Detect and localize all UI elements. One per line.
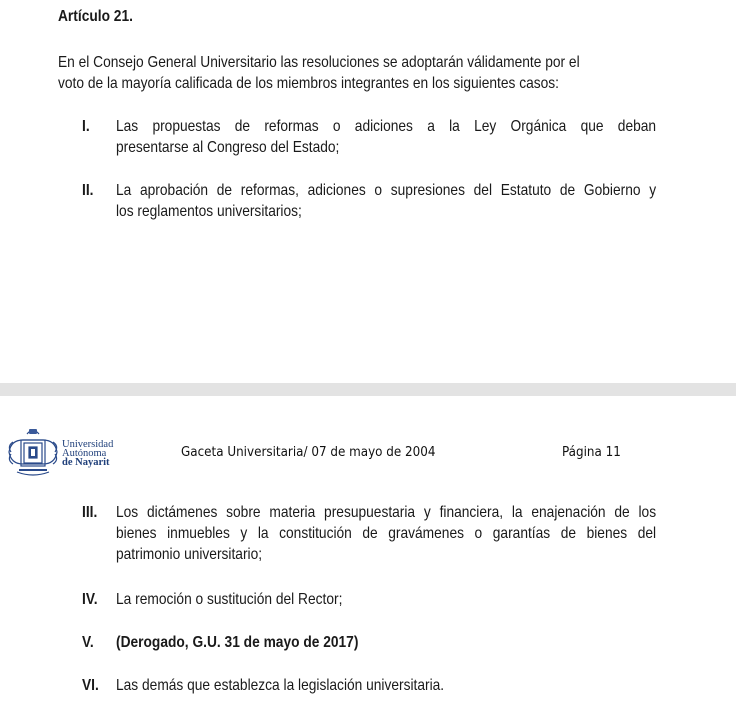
item-line: bienes inmuebles y la constitución de gravámenes o garantías de bienes del <box>116 525 657 542</box>
intro-line: En el Consejo General Universitario las resoluciones se adoptarán válidamente por el <box>58 54 580 71</box>
logo-line: Autónoma <box>62 448 107 459</box>
item-text <box>116 180 656 222</box>
item-line: (Derogado, G.U. 31 de mayo de 2017) <box>116 634 359 651</box>
item-line: Los dictámenes sobre materia presupuestaria y financiera, la enajenación de los <box>116 504 657 521</box>
item-numeral: VI. <box>82 677 99 694</box>
gazette-reference: Gaceta Universitaria/ 07 de mayo de 2004 <box>181 445 436 460</box>
logo-line: Universidad <box>62 439 114 450</box>
item-numeral: V. <box>82 634 94 651</box>
item-line: Las propuestas de reformas o adiciones a la Ley Orgánica que deban <box>116 118 657 135</box>
page-separator <box>0 383 736 396</box>
article-title: Artículo 21. <box>58 8 133 25</box>
logo-wordmark <box>62 440 113 467</box>
item-text <box>116 502 656 565</box>
item-numeral: IV. <box>82 591 98 608</box>
item-numeral: III. <box>82 504 98 521</box>
logo-line: de Nayarit <box>62 457 110 468</box>
page-header <box>0 426 736 478</box>
item-line: La aprobación de reformas, adiciones o supresiones del Estatuto de Gobierno y <box>116 182 657 199</box>
item-text <box>116 589 656 610</box>
item-text <box>116 116 656 158</box>
item-line: La remoción o sustitución del Rector; <box>116 591 343 608</box>
item-numeral: I. <box>82 118 90 135</box>
article-intro <box>58 52 651 94</box>
item-line: presentarse al Congreso del Estado; <box>116 139 340 156</box>
page-number: Página 11 <box>562 445 621 460</box>
item-text <box>116 675 656 696</box>
university-crest-icon <box>5 426 61 478</box>
item-text <box>116 632 656 653</box>
intro-line: voto de la mayoría calificada de los miembros integrantes en los siguientes casos: <box>58 75 559 92</box>
item-line: Las demás que establezca la legislación universitaria. <box>116 677 445 694</box>
item-numeral: II. <box>82 182 94 199</box>
item-line: patrimonio universitario; <box>116 546 263 563</box>
item-line: los reglamentos universitarios; <box>116 203 302 220</box>
